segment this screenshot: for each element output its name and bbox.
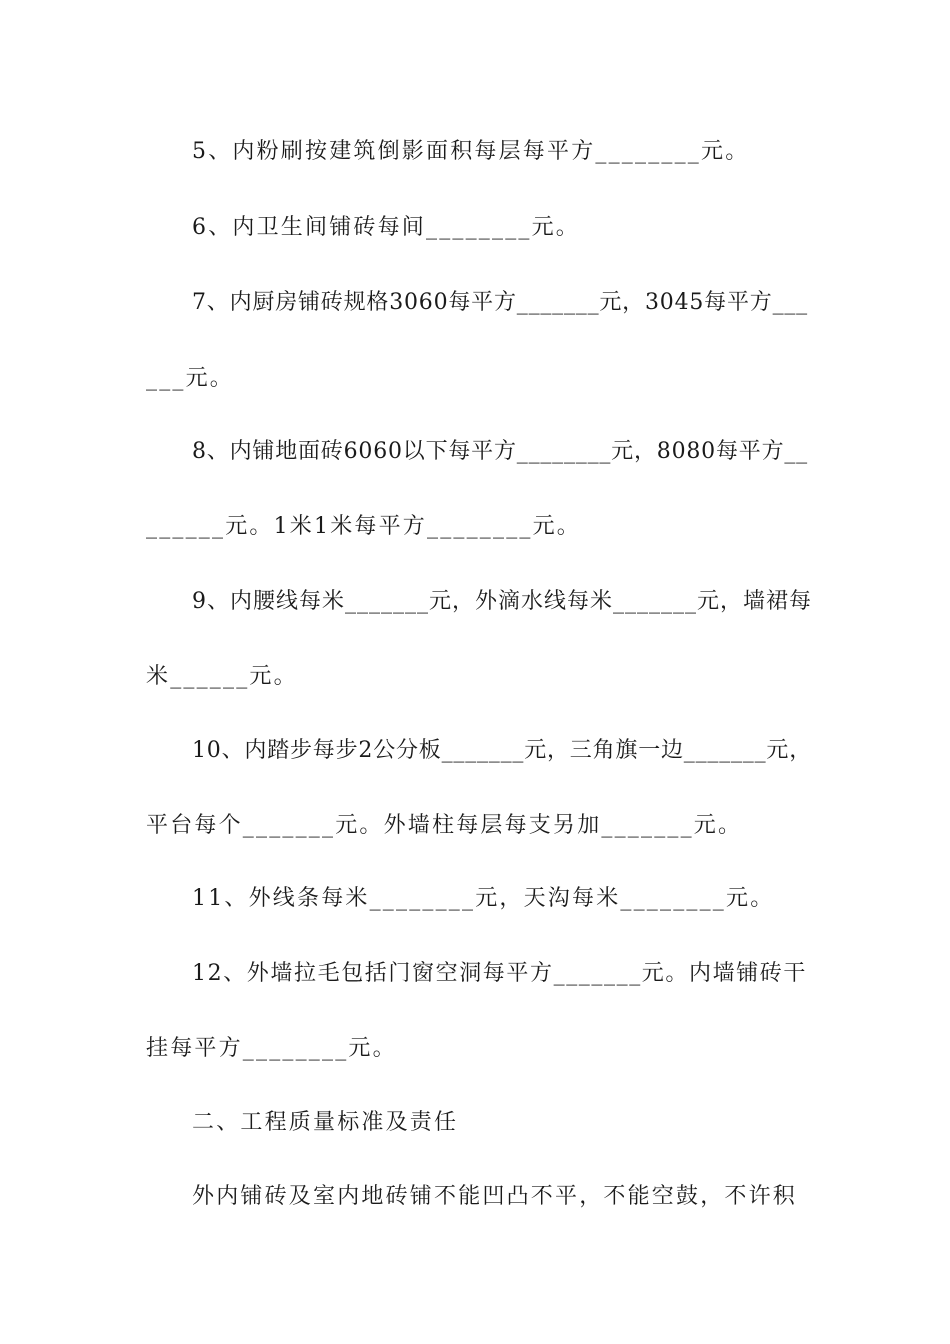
item-7-line: 7、内厨房铺砖规格3060每平方_______元，3045每平方___ (192, 290, 808, 315)
item-8-continuation: ______元。1米1米每平方________元。 (146, 514, 581, 539)
item-9-continuation: 米______元。 (146, 664, 298, 689)
item-10-continuation: 平台每个_______元。外墙柱每层每支另加_______元。 (146, 813, 743, 838)
item-12-line: 12、外墙拉毛包括门窗空洞每平方_______元。内墙铺砖干 (192, 961, 807, 986)
item-11-line: 11、外线条每米________元，天沟每米________元。 (192, 886, 775, 911)
item-7-continuation: ___元。 (146, 366, 235, 391)
item-6-line: 6、内卫生间铺砖每间________元。 (192, 215, 580, 240)
item-10-line: 10、内踏步每步2公分板_______元，三角旗一边_______元， (192, 738, 812, 763)
item-9-line: 9、内腰线每米_______元，外滴水线每米_______元，墙裙每 (192, 589, 812, 614)
item-8-line: 8、内铺地面砖6060以下每平方________元，8080每平方__ (192, 439, 808, 464)
item-12-continuation: 挂每平方________元。 (146, 1036, 397, 1061)
paragraph-line: 外内铺砖及室内地砖铺不能凹凸不平，不能空鼓，不许积 (192, 1184, 798, 1209)
section-heading: 二、工程质量标准及责任 (192, 1110, 459, 1135)
item-5-line: 5、内粉刷按建筑倒影面积每层每平方________元。 (192, 139, 750, 164)
